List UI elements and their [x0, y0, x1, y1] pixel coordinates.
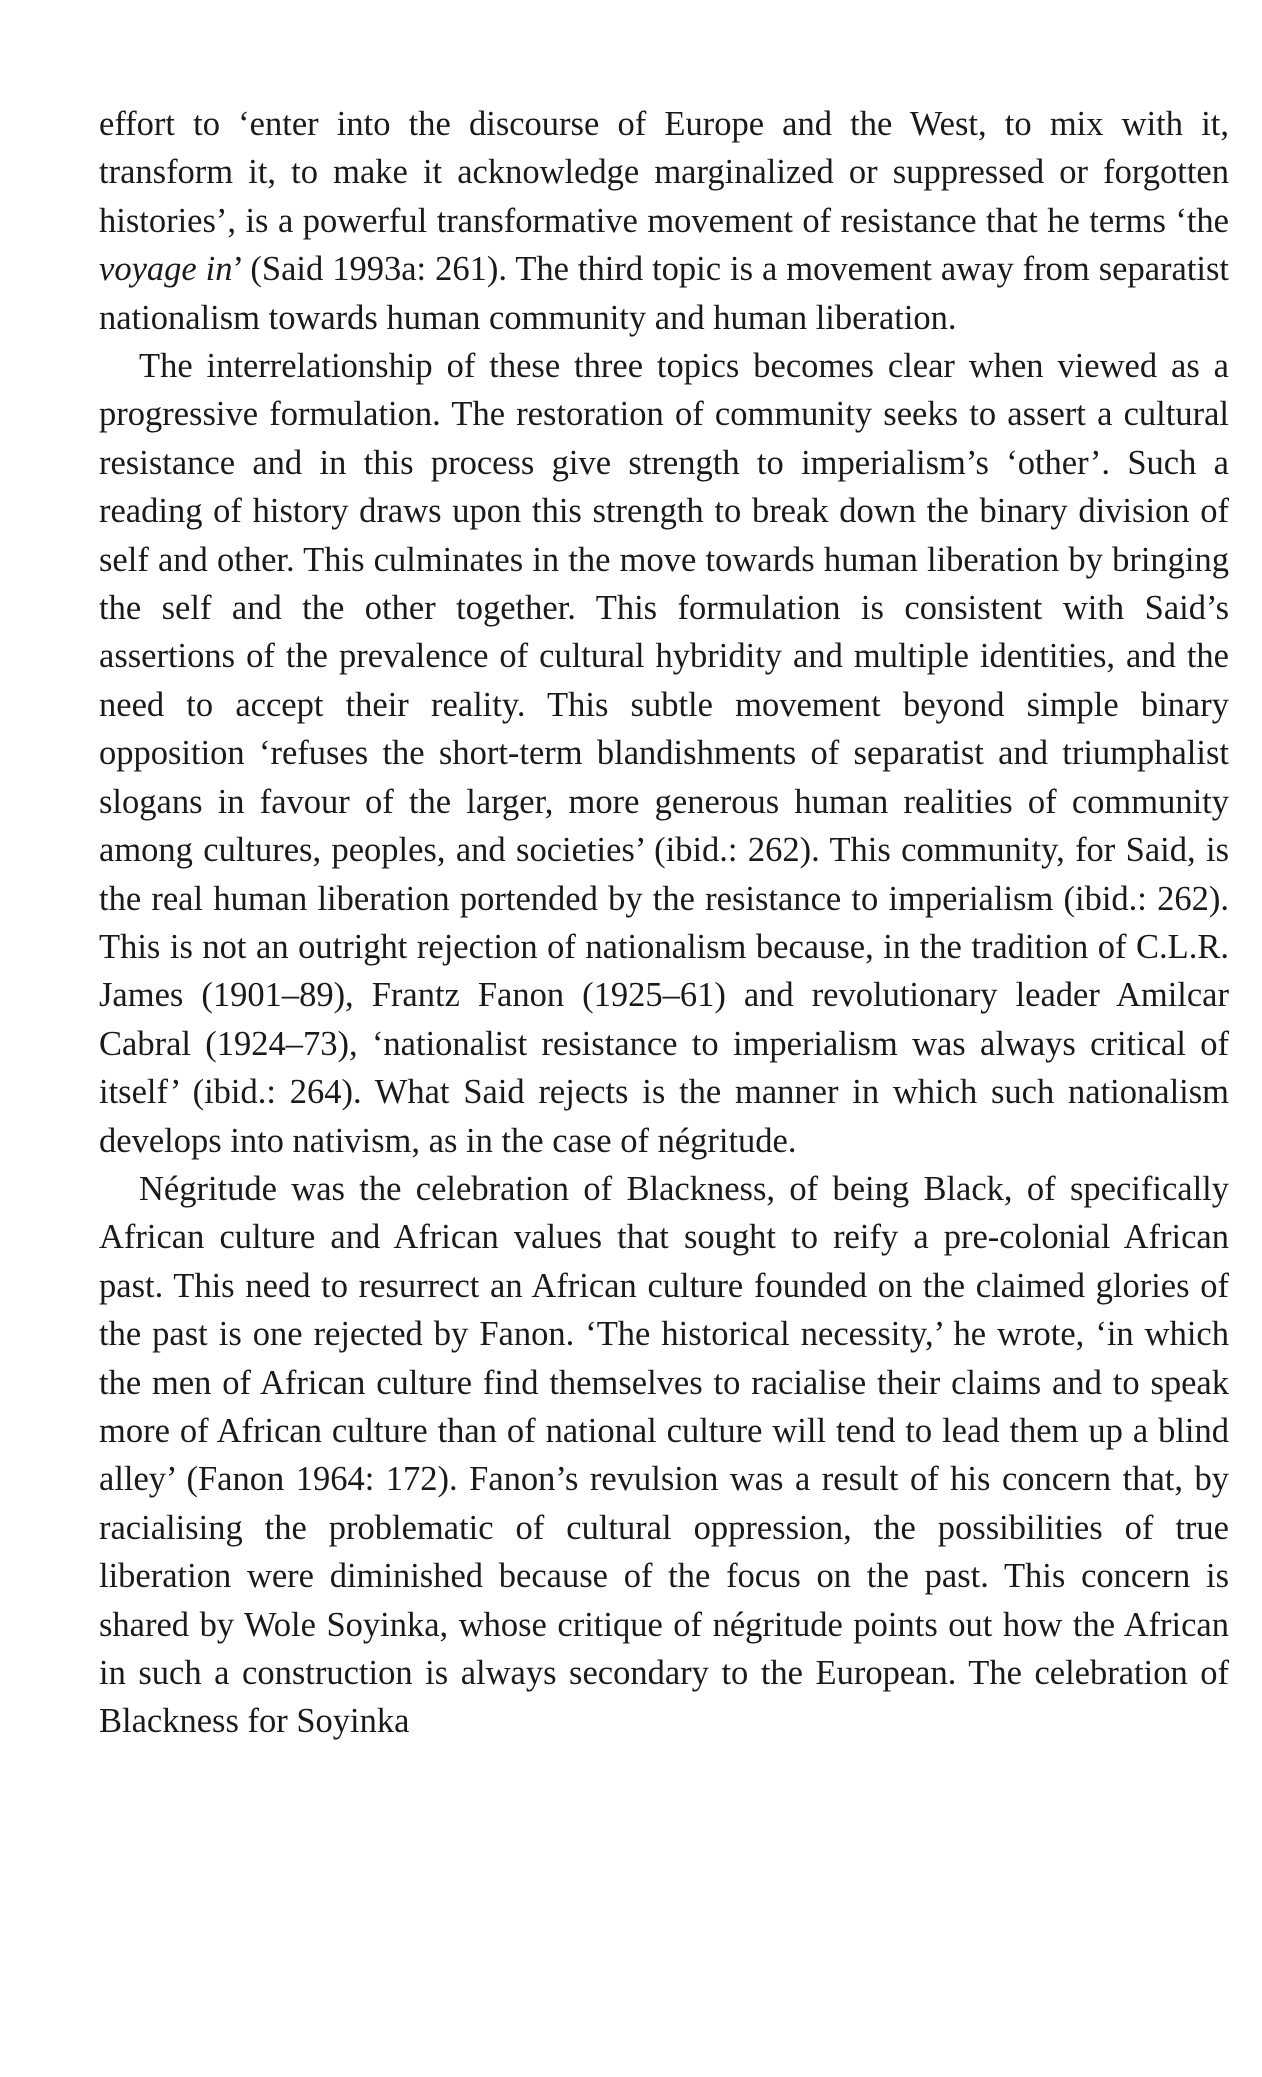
paragraph-voyage-in — [99, 100, 1229, 342]
italic-term: voyage in — [99, 250, 233, 289]
paragraph-interrelationship: The interrelationship of these three topics becomes clear when viewed as a progressive formulation. The restoration of community seeks to assert a cultural resistance and in this process give strength to imperialism’s ‘other’. Such a reading of history draws upon this strength to break down the binary division of self and other. This culminates in the move towards human liberation by bringing the self and the other together. This formulation is consistent with Said’s assertions of the prevalence of cultural hybridity and multiple identities, and the need to accept their reality. This subtle movement beyond simple binary opposition ‘refuses the short-term blandishments of separatist and triumphalist slogans in favour of the larger, more generous human realities of community among cultures, peoples, and societies’ (ibid.: 262). This community, for Said, is the real human liberation portended by the resistance to imperialism (ibid.: 262). This is not an outright rejection of nationalism because, in the tradition of C.L.R. James (1901–89), Frantz Fanon (1925–61) and revolutionary leader Amilcar Cabral (1924–73), ‘nationalist resistance to imperialism was always critical of itself’ (ibid.: 264). What Said rejects is the manner in which such nationalism develops into nativism, as in the case of négritude. — [99, 347, 1229, 1160]
paragraph-text: effort to ‘enter into the discourse of Europe and the West, to mix with it, transform it, to make it acknowledge marginalized or suppressed or forgotten histories’, is a powerful transformative movement of resistance that he terms ‘the — [99, 105, 1229, 240]
paragraph-text: ’ (Said 1993a: 261). The third topic is a movement away from separatist nationalism towards human community and human liberation. — [99, 250, 1230, 337]
paragraph-negritude: Négritude was the celebration of Blackness, of being Black, of specifically African culture and African values that sought to reify a pre-colonial African past. This need to resurrect an African culture founded on the claimed glories of the past is one rejected by Fanon. ‘The historical necessity,’ he wrote, ‘in which the men of African culture find themselves to racialise their claims and to speak more of African culture than of national culture will tend to lead them up a blind alley’ (Fanon 1964: 172). Fanon’s revulsion was a result of his concern that, by racialising the problematic of cultural oppression, the possibilities of true liberation were diminished because of the focus on the past. This concern is shared by Wole Soyinka, whose critique of négritude points out how the African in such a construction is always secondary to the European. The celebration of Blackness for Soyinka — [99, 1169, 1229, 1741]
page-body — [99, 100, 1229, 1746]
